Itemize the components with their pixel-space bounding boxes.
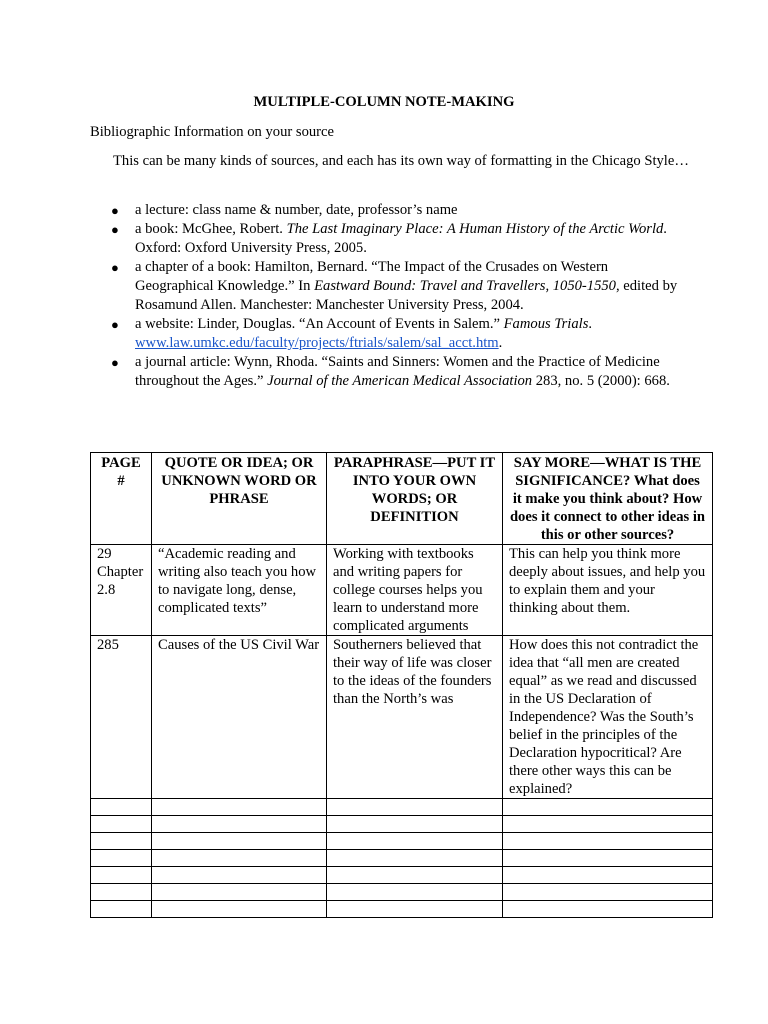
- website-text-tail: .: [498, 335, 503, 351]
- empty-cell[interactable]: [152, 867, 327, 884]
- list-item-book: [90, 220, 680, 258]
- empty-cell[interactable]: [152, 816, 327, 833]
- empty-table-row: [91, 901, 713, 918]
- book-title: The Last Imaginary Place: A Human History of the Arctic World: [286, 221, 664, 237]
- cell-page: 29 Chapter 2.8: [91, 545, 152, 636]
- header-say-more: SAY MORE—WHAT IS THE SIGNIFICANCE? What does it make you think about? How does it connect to other ideas in this or other sources?: [503, 453, 713, 545]
- bibliographic-heading: Bibliographic Information on your source: [90, 124, 334, 140]
- bullet-icon: ●: [111, 355, 119, 370]
- note-making-table: [90, 452, 713, 918]
- header-page: PAGE #: [91, 453, 152, 545]
- empty-cell[interactable]: [503, 799, 713, 816]
- website-title: Famous Trials: [503, 316, 589, 332]
- cell-say-more: How does this not contradict the idea that “all men are created equal” as we read and discussed in the US Declaration of Independence? Was the South’s belief in the principles of the Declaration hypocritical? Are there other ways this can be explained?: [503, 636, 713, 799]
- list-item-website: [90, 315, 680, 353]
- empty-cell[interactable]: [91, 850, 152, 867]
- book-text-lead: a book: McGhee, Robert.: [135, 221, 287, 237]
- empty-cell[interactable]: [327, 901, 503, 918]
- list-item-journal: [90, 353, 680, 391]
- cell-say-more: This can help you think more deeply about issues, and help you to explain them and your thinking about them.: [503, 545, 713, 636]
- table-row: [91, 636, 713, 799]
- list-item-chapter: [90, 258, 680, 315]
- header-quote: QUOTE OR IDEA; OR UNKNOWN WORD OR PHRASE: [152, 453, 327, 545]
- empty-cell[interactable]: [327, 867, 503, 884]
- empty-cell[interactable]: [503, 833, 713, 850]
- empty-table-row: [91, 816, 713, 833]
- empty-cell[interactable]: [327, 884, 503, 901]
- empty-cell[interactable]: [327, 833, 503, 850]
- chapter-book-title: Eastward Bound: Travel and Travellers, 1050-1550: [314, 278, 616, 294]
- website-text-lead: a website: Linder, Douglas. “An Account of Events in Salem.”: [135, 316, 504, 332]
- lecture-text: a lecture: class name & number, date, professor’s name: [135, 202, 458, 218]
- empty-cell[interactable]: [91, 833, 152, 850]
- cell-quote: “Academic reading and writing also teach you how to navigate long, dense, complicated texts”: [152, 545, 327, 636]
- empty-table-row: [91, 850, 713, 867]
- journal-title: Journal of the American Medical Association: [267, 373, 533, 389]
- bullet-icon: ●: [111, 317, 119, 332]
- empty-cell[interactable]: [91, 799, 152, 816]
- table-row: [91, 545, 713, 636]
- empty-cell[interactable]: [327, 850, 503, 867]
- empty-cell[interactable]: [503, 884, 713, 901]
- empty-cell[interactable]: [91, 901, 152, 918]
- empty-cell[interactable]: [91, 816, 152, 833]
- bullet-icon: ●: [111, 260, 119, 275]
- empty-cell[interactable]: [152, 884, 327, 901]
- bullet-icon: ●: [111, 203, 119, 218]
- empty-cell[interactable]: [503, 850, 713, 867]
- empty-table-row: [91, 867, 713, 884]
- journal-text-tail: 283, no. 5 (2000): 668.: [532, 373, 670, 389]
- intro-paragraph: This can be many kinds of sources, and each has its own way of formatting in the Chicago Style…: [113, 153, 689, 169]
- table-header-row: [91, 453, 713, 545]
- chapter-text-lead: a chapter of a book: Hamilton, Bernard. “The Impact of the Crusades on Western Geographical Knowledge.” In: [135, 259, 609, 294]
- list-item-lecture: [90, 201, 680, 220]
- citation-examples-list: [90, 201, 680, 391]
- header-paraphrase: PARAPHRASE—PUT IT INTO YOUR OWN WORDS; OR DEFINITION: [327, 453, 503, 545]
- website-link[interactable]: www.law.umkc.edu/faculty/projects/ftrials/salem/sal_acct.htm: [135, 335, 499, 351]
- empty-cell[interactable]: [152, 901, 327, 918]
- website-text-mid: .: [588, 316, 593, 332]
- bullet-icon: ●: [111, 222, 119, 237]
- empty-cell[interactable]: [503, 816, 713, 833]
- journal-text-lead: a journal article: Wynn, Rhoda. “Saints and Sinners: Women and the Practice of Medicine throughout the Ages.”: [135, 354, 660, 389]
- cell-quote: Causes of the US Civil War: [152, 636, 327, 799]
- empty-cell[interactable]: [503, 901, 713, 918]
- empty-cell[interactable]: [327, 799, 503, 816]
- cell-paraphrase: Working with textbooks and writing papers for college courses helps you learn to understand more complicated arguments: [327, 545, 503, 636]
- empty-cell[interactable]: [503, 867, 713, 884]
- empty-cell[interactable]: [152, 850, 327, 867]
- empty-table-row: [91, 884, 713, 901]
- chapter-text-tail: , edited by Rosamund Allen. Manchester: Manchester University Press, 2004.: [135, 278, 678, 313]
- empty-cell[interactable]: [91, 867, 152, 884]
- empty-cell[interactable]: [152, 833, 327, 850]
- empty-cell[interactable]: [327, 816, 503, 833]
- empty-table-row: [91, 833, 713, 850]
- empty-cell[interactable]: [91, 884, 152, 901]
- cell-page: 285: [91, 636, 152, 799]
- cell-paraphrase: Southerners believed that their way of life was closer to the ideas of the founders than the North’s was: [327, 636, 503, 799]
- empty-cell[interactable]: [152, 799, 327, 816]
- page-title: MULTIPLE-COLUMN NOTE-MAKING: [253, 94, 515, 110]
- book-text-tail: . Oxford: Oxford University Press, 2005.: [135, 221, 667, 256]
- empty-table-row: [91, 799, 713, 816]
